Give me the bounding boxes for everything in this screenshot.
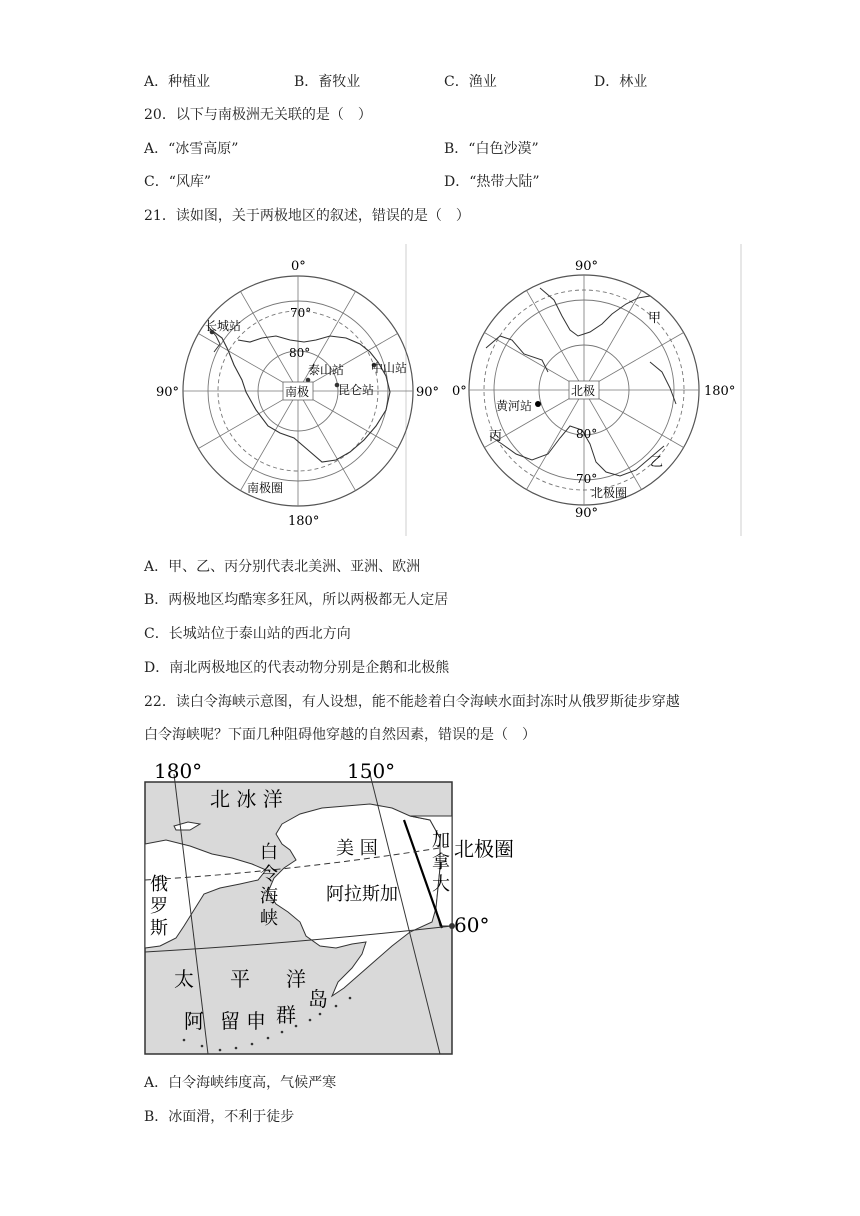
label-pacific-1: 太: [174, 967, 194, 991]
label-lat60: 60°: [454, 913, 490, 937]
north-coast-left: [486, 336, 548, 372]
label-arctic-ocean: 北 冰 洋: [210, 787, 283, 811]
label-yi: 乙: [650, 455, 664, 470]
label-strait-2: 令: [260, 864, 278, 885]
q21-option-b: B．两极地区均酷寒多狂风，所以两极都无人定居: [144, 592, 449, 608]
huanghe-station-label: 黄河站: [496, 399, 533, 413]
arctic-circle-label: 北极圈: [591, 486, 628, 500]
q22-option-a: A．白令海峡纬度高，气候严寒: [144, 1075, 337, 1091]
label-bing: 丙: [489, 429, 503, 444]
q19-option-b: B．畜牧业: [294, 74, 361, 90]
label-aleutian-1: 阿: [184, 1009, 204, 1033]
north-coast-top: [540, 288, 650, 336]
label-russia-3: 斯: [150, 918, 168, 939]
q21-stem: 21．读如图，关于两极地区的叙述，错误的是（ ）: [144, 208, 470, 224]
south-label-right: 90°: [416, 385, 440, 400]
changcheng-station-label: 长城站: [205, 319, 242, 333]
huanghe-station-dot: [535, 401, 541, 407]
polar-maps-figure: [150, 240, 750, 544]
taishan-station-label: 泰山站: [308, 363, 345, 377]
q22-stem-line2: 白令海峡呢？下面几种阻碍他穿越的自然因素，错误的是（ ）: [144, 727, 536, 743]
north-label-right: 180°: [704, 384, 736, 399]
label-aleutian-5: 岛: [308, 987, 328, 1011]
bering-strait-map-figure: [140, 756, 530, 1062]
q20-stem: 20．以下与南极洲无关联的是（ ）: [144, 107, 372, 123]
south-pole-label: 南极: [285, 385, 310, 399]
q21-option-c: C．长城站位于泰山站的西北方向: [144, 626, 351, 642]
label-lon150: 150°: [347, 759, 396, 783]
south-label-lat80: 80°: [289, 346, 311, 360]
label-pacific-3: 洋: [286, 967, 306, 991]
south-label-left: 90°: [156, 385, 180, 400]
q19-option-a: A．种植业: [144, 74, 211, 90]
label-russia-1: 俄: [150, 874, 168, 895]
north-label-lat80: 80°: [576, 427, 598, 441]
south-polar-map: [156, 259, 439, 529]
south-label-lat70: 70°: [290, 306, 312, 320]
q22-option-b: B．冰面滑，不利于徒步: [144, 1109, 295, 1125]
north-coast-right: [650, 362, 676, 404]
label-lon180: 180°: [154, 759, 203, 783]
q20-option-b: B．“白色沙漠”: [444, 141, 539, 157]
north-label-left: 0°: [452, 384, 467, 399]
south-label-bottom: 180°: [288, 514, 320, 529]
north-polar-map: [452, 259, 735, 521]
q21-option-a: A．甲、乙、丙分别代表北美洲、亚洲、欧洲: [144, 559, 421, 575]
label-aleutian-3: 申: [246, 1009, 266, 1033]
label-usa: 美 国: [336, 838, 378, 859]
q19-option-c: C．渔业: [444, 74, 497, 90]
label-strait-3: 海: [260, 886, 278, 907]
q19-option-d: D．林业: [594, 74, 648, 90]
label-arctic-circle: 北极圈: [454, 837, 514, 861]
q20-option-a: A．“冰雪高原”: [144, 141, 239, 157]
q21-option-d: D．南北两极地区的代表动物分别是企鹅和北极熊: [144, 660, 450, 676]
label-aleutian-4: 群: [276, 1003, 296, 1027]
label-canada-3: 大: [432, 874, 450, 895]
antarctic-circle-label: 南极圈: [247, 481, 284, 495]
bering-strait-svg: [140, 756, 530, 1058]
label-canada-1: 加: [432, 830, 450, 851]
label-strait-4: 峡: [260, 908, 278, 929]
north-label-bottom: 90°: [575, 506, 599, 521]
label-strait-1: 白: [260, 842, 278, 863]
label-pacific-2: 平: [230, 967, 250, 991]
label-russia-2: 罗: [150, 896, 168, 917]
north-label-top: 90°: [575, 259, 599, 274]
q20-option-c: C．“风库”: [144, 174, 212, 190]
north-label-lat70: 70°: [576, 472, 598, 486]
kunlun-station-label: 昆仑站: [338, 383, 375, 397]
q22-stem-line1: 22．读白令海峡示意图，有人设想，能不能趁着白令海峡水面封冻时从俄罗斯徒步穿越: [144, 694, 680, 710]
south-label-top: 0°: [291, 259, 306, 274]
label-aleutian-2: 留: [220, 1009, 240, 1033]
polar-maps-svg: [150, 240, 750, 540]
label-jia: 甲: [648, 311, 662, 326]
north-pole-label: 北极: [571, 384, 596, 398]
q20-option-d: D．“热带大陆”: [444, 174, 540, 190]
zhongshan-station-label: 中山站: [371, 361, 408, 375]
label-canada-2: 拿: [432, 852, 450, 873]
label-alaska: 阿拉斯加: [326, 884, 398, 905]
